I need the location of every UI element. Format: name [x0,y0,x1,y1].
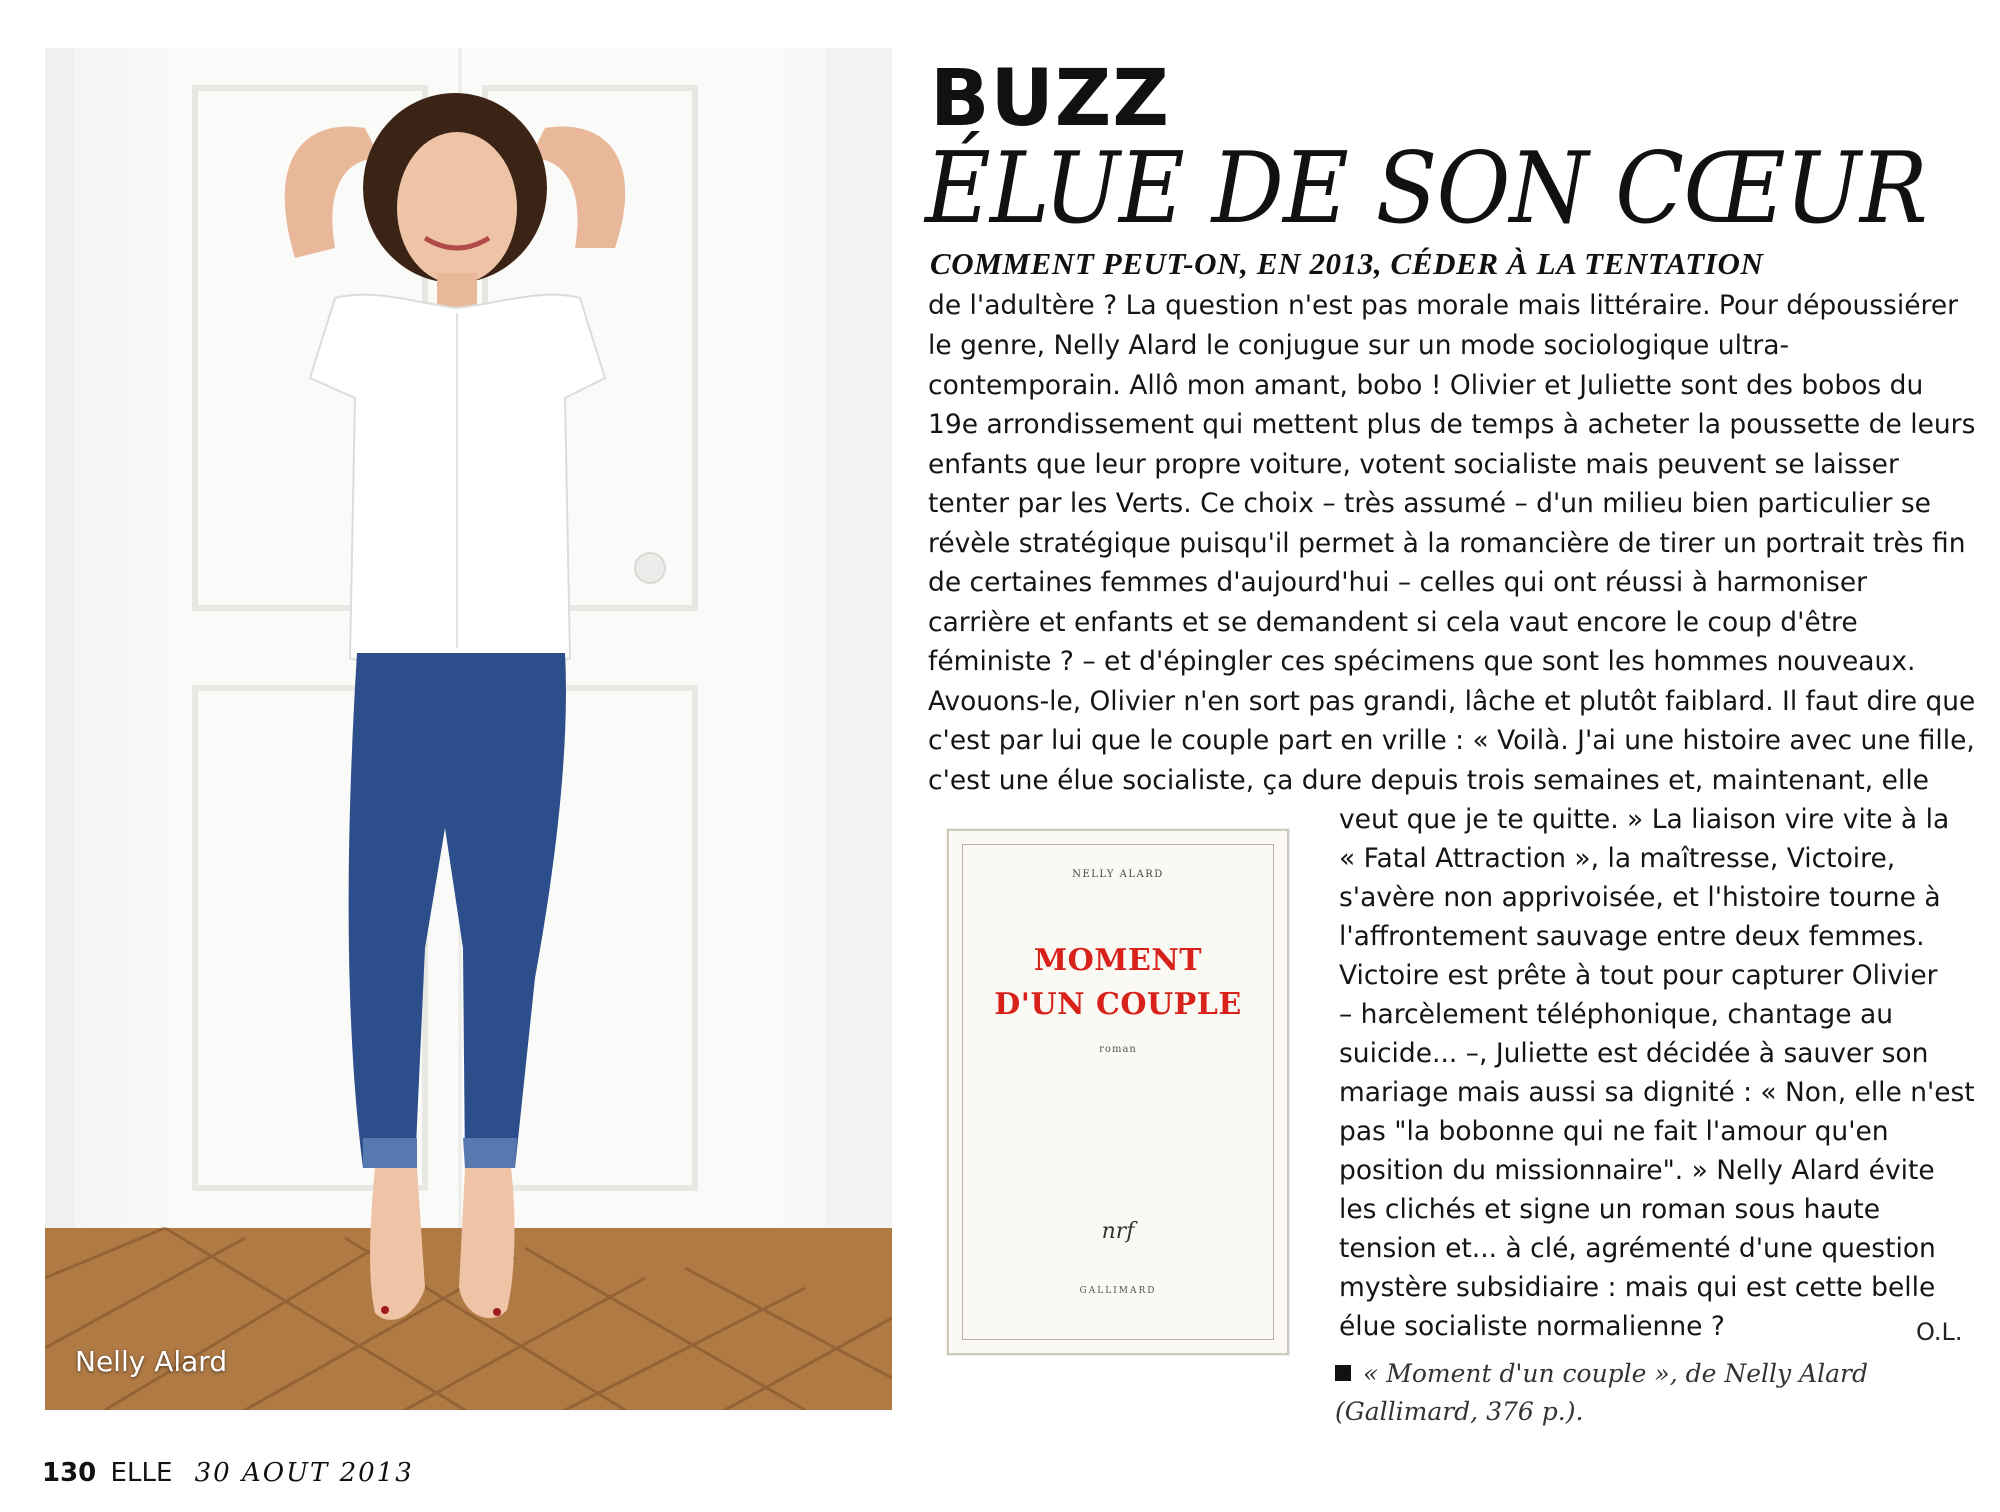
body-line: – harcèlement téléphonique, chantage au [1339,999,1894,1030]
book-publisher: GALLIMARD [1079,1286,1157,1296]
body-line: révèle stratégique puisqu'il permet à la romancière de tirer un portrait très fin [928,528,1966,559]
body-line: élue socialiste normalienne ? [1339,1311,1725,1342]
body-line: l'affrontement sauvage entre deux femmes. [1339,921,1925,952]
body-line: « Fatal Attraction », la maîtresse, Victoire, [1339,843,1896,874]
article-headline: ÉLUE DE SON CŒUR [925,132,1927,246]
body-line: c'est une élue socialiste, ça dure depuis trois semaines et, maintenant, elle [928,765,1929,796]
body-line: tenter par les Verts. Ce choix – très assumé – d'un milieu bien particulier se [928,488,1931,519]
nrf-logo: nrf [1101,1219,1135,1244]
book-author: NELLY ALARD [1072,869,1164,880]
body-line: contemporain. Allô mon amant, bobo ! Olivier et Juliette sont des bobos du [928,370,1924,401]
author-signature: O.L. [1916,1318,1963,1346]
book-cover-border [962,844,1274,1340]
body-line: c'est par lui que le couple part en vrille : « Voilà. J'ai une histoire avec une fille, [928,725,1975,756]
book-cover [947,829,1289,1355]
body-line: mystère subsidiaire : mais qui est cette belle [1339,1272,1936,1303]
body-line: féministe ? – et d'épingler ces spécimens que sont les hommes nouveaux. [928,646,1916,677]
body-line: Avouons-le, Olivier n'en sort pas grandi, lâche et plutôt faiblard. Il faut dire que [928,686,1976,717]
photo-caption: Nelly Alard [75,1345,228,1378]
body-line: tension et... à clé, agrémenté d'une question [1339,1233,1936,1264]
book-credit [1335,1355,1868,1431]
body-line: veut que je te quitte. » La liaison vire vite à la [1339,804,1950,835]
section-rubric: BUZZ [930,54,1170,144]
book-title-line: MOMENT [1033,943,1203,978]
portrait-photo [45,48,892,1410]
issue-date: 30 AOUT 2013 [194,1458,414,1488]
credit-line: « Moment d'un couple », de Nelly Alard [1363,1359,1868,1388]
body-line: 19e arrondissement qui mettent plus de temps à acheter la poussette de leurs [928,409,1976,440]
body-line: de l'adultère ? La question n'est pas morale mais littéraire. Pour dépoussiérer [928,290,1959,321]
book-title-line: D'UN COUPLE [994,987,1242,1022]
body-line: mariage mais aussi sa dignité : « Non, elle n'est [1339,1077,1975,1108]
body-line: s'avère non apprivoisée, et l'histoire tourne à [1339,882,1941,913]
page-folio [42,1458,414,1488]
article-lede: COMMENT PEUT-ON, EN 2013, CÉDER À LA TENTATION [930,246,1764,281]
body-line: les clichés et signe un roman sous haute [1339,1194,1881,1225]
body-line: position du missionnaire". » Nelly Alard évite [1339,1155,1935,1186]
magazine-name: ELLE [110,1458,173,1488]
body-line: enfants que leur propre voiture, votent socialiste mais peuvent se laisser [928,449,1899,480]
portrait-illustration [45,48,892,1410]
credit-line: (Gallimard, 376 p.). [1335,1397,1584,1426]
body-line: le genre, Nelly Alard le conjugue sur un mode sociologique ultra- [928,330,1790,361]
page-number: 130 [42,1458,97,1488]
square-bullet-icon [1335,1365,1351,1381]
book-title [949,939,1287,1027]
body-line: Victoire est prête à tout pour capturer Olivier [1339,960,1938,991]
book-genre: roman [1099,1044,1137,1055]
body-line: pas "la bobonne qui ne fait l'amour qu'en [1339,1116,1889,1147]
body-line: suicide... –, Juliette est décidée à sauver son [1339,1038,1929,1069]
body-line: carrière et enfants et se demandent si cela vaut encore le coup d'être [928,607,1858,638]
door-knob [635,553,665,583]
body-line: de certaines femmes d'aujourd'hui – celles qui ont réussi à harmoniser [928,567,1868,598]
